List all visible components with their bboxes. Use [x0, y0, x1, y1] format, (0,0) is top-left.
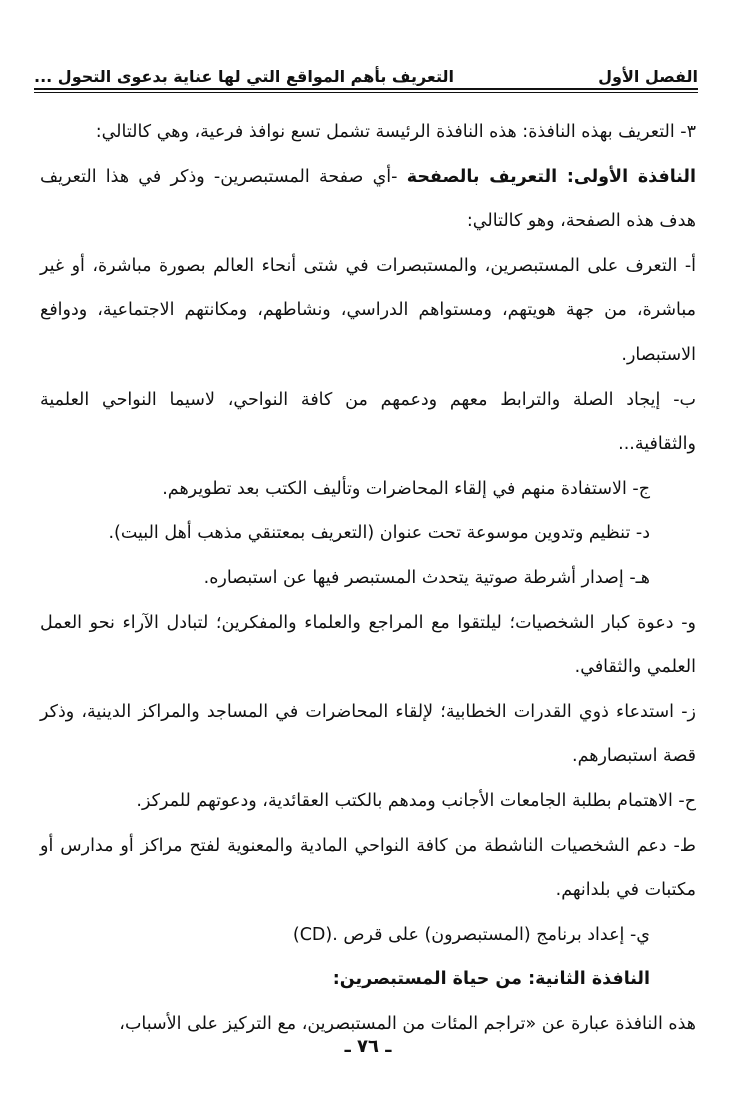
list-item: و- دعوة كبار الشخصيات؛ ليلتقوا مع المراجع والعلماء والمفكرين؛ لتبادل الآراء نحو العمل العلمي والثقافي.: [40, 612, 696, 678]
header-rule: [34, 88, 698, 90]
list-item: ط- دعم الشخصيات الناشطة من كافة النواحي المادية والمعنوية لفتح مراكز أو مدارس أو مكتبات في بلدانهم.: [40, 835, 696, 901]
list-item: ح- الاهتمام بطلبة الجامعات الأجانب ومدهم بالكتب العقائدية، ودعوتهم للمركز.: [136, 790, 696, 811]
chapter-title: الفصل الأول: [598, 67, 698, 86]
list-item: ي- إعداد برنامج (المستبصرون) على قرص .(CD): [292, 924, 650, 945]
page-number: ـ ٧٦ ـ: [344, 1036, 392, 1057]
paragraph-text: -أي صفحة المستبصرين- وذكر في هذا التعريف هدف هذه الصفحة، وهو كالتالي:: [40, 166, 696, 232]
paragraph: ٣- التعريف بهذه النافذة: هذه النافذة الرئيسة تشمل تسع نوافذ فرعية، وهي كالتالي:: [95, 122, 696, 142]
list-item: ز- استدعاء ذوي القدرات الخطابية؛ لإلقاء المحاضرات في المساجد والمراكز الدينية، وذكر قصة استبصارهم.: [40, 701, 696, 767]
running-title: التعريف بأهم المواقع التي لها عناية بدعوى التحول ...: [34, 67, 454, 86]
page-body: [40, 110, 696, 1046]
list-item: ج- الاستفادة منهم في إلقاء المحاضرات وتأليف الكتب بعد تطويرهم.: [162, 478, 650, 499]
list-item: هـ- إصدار أشرطة صوتية يتحدث المستبصر فيها عن استبصاره.: [203, 567, 650, 588]
list-item: ب- إيجاد الصلة والترابط معهم ودعمهم من كافة النواحي، لاسيما النواحي العلمية والثقافية...: [40, 389, 696, 455]
header-rule-thin: [34, 92, 698, 93]
list-item: د- تنظيم وتدوين موسوعة تحت عنوان (التعريف بمعتنقي مذهب أهل البيت).: [108, 523, 650, 544]
window-heading: النافذة الأولى: التعريف بالصفحة: [406, 166, 697, 187]
paragraph: هذه النافذة عبارة عن «تراجم المئات من المستبصرين، مع التركيز على الأسباب،: [119, 1013, 696, 1034]
running-header: [34, 52, 698, 86]
paragraph: [40, 155, 696, 244]
list-item: أ- التعرف على المستبصرين، والمستبصرات في شتى أنحاء العالم بصورة مباشرة، أو غير مباشرة، من جهة هويتهم، ومستواهم الدراسي، ونشاطهم، ومكانتهم الاجتماعية، ودوافع الاستبصار.: [40, 255, 696, 365]
window-heading: النافذة الثانية: من حياة المستبصرين:: [332, 969, 650, 990]
